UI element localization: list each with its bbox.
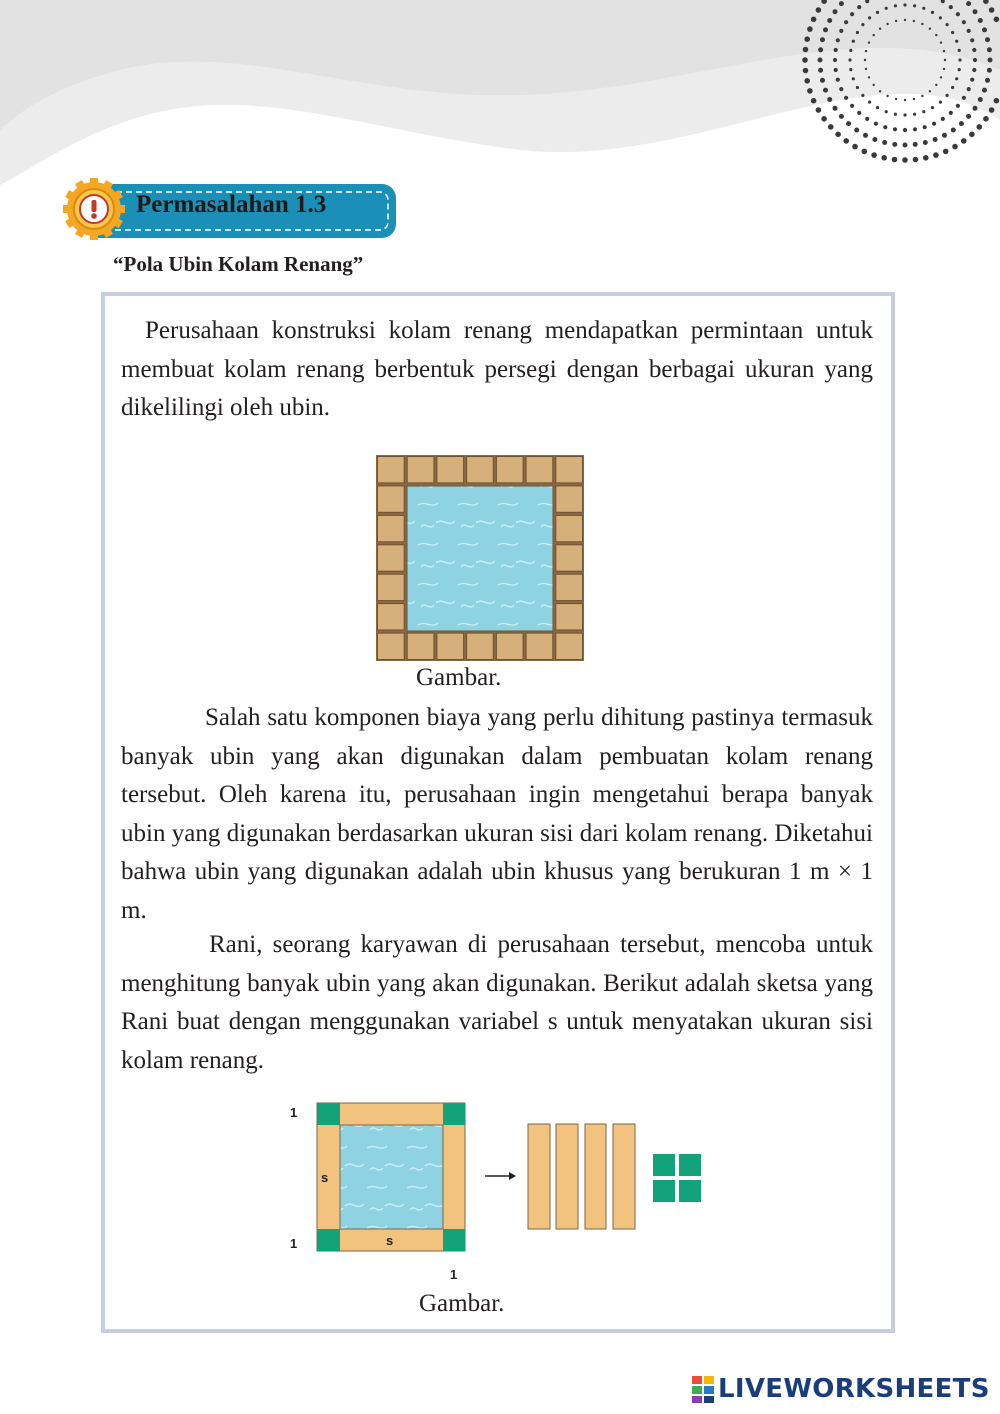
decor-dot	[873, 34, 875, 36]
decor-dot	[903, 3, 906, 6]
arrow-icon	[485, 1172, 516, 1180]
decor-dot	[852, 144, 858, 150]
decor-dot	[823, 88, 828, 93]
decor-dot	[885, 7, 888, 10]
decor-dot	[970, 38, 974, 42]
decor-dot	[913, 4, 916, 7]
figure-caption-2: Gambar.	[419, 1290, 505, 1317]
decor-dot	[978, 18, 983, 23]
decor-dot	[821, 116, 827, 122]
decor-dot	[967, 87, 971, 91]
label-s-side: s	[321, 1170, 329, 1185]
decor-dot	[977, 124, 983, 130]
decor-dot	[978, 97, 983, 102]
decor-dot	[940, 41, 942, 43]
label-one-bottom: 1	[450, 1267, 458, 1282]
decor-dot	[844, 96, 848, 100]
pool-tile	[556, 486, 583, 512]
pool-tile	[437, 457, 464, 483]
gear-tooth	[117, 205, 125, 213]
paragraph-intro: Perusahaan konstruksi kolam renang mendapatkan permintaan untuk membuat kolam renang berbentuk persegi dengan berbagai ukuran yang dikelilingi oleh ubin.	[121, 317, 873, 421]
pool-tile	[496, 457, 523, 483]
decor-dot	[879, 90, 881, 92]
label-one-left: 1	[290, 1236, 298, 1251]
decor-dot	[952, 144, 958, 150]
decor-dot	[959, 121, 964, 126]
decor-dot	[951, 128, 956, 133]
decor-dot	[962, 20, 966, 24]
decor-dot	[913, 142, 918, 147]
decor-dot	[848, 58, 851, 61]
decor-dot	[803, 47, 809, 53]
decor-dot	[904, 99, 906, 101]
decor-dot	[856, 31, 859, 34]
decor-dot	[876, 106, 879, 109]
decor-dot	[956, 104, 960, 108]
corner-tile	[317, 1103, 340, 1125]
decor-dot	[894, 113, 897, 116]
decor-dot	[939, 101, 942, 104]
decor-dot	[958, 49, 961, 52]
decor-dot	[818, 47, 823, 52]
decor-dot	[951, 31, 954, 34]
decor-dot	[804, 78, 810, 84]
corner-tile	[443, 1103, 465, 1125]
decor-dot	[987, 68, 992, 73]
pool-tile	[378, 633, 405, 659]
decor-dot	[823, 27, 828, 32]
decor-dot	[969, 132, 975, 138]
decor-dot	[850, 104, 854, 108]
decor-dot	[839, 29, 843, 33]
decor-dot	[811, 98, 817, 104]
decor-dot	[857, 111, 861, 115]
corner-tile-squares	[653, 1154, 701, 1202]
badge-title: Permasalahan 1.3	[136, 191, 327, 218]
brand-name: LIVEWORKSHEETS	[718, 1374, 990, 1404]
decor-dot	[946, 23, 949, 26]
decor-dot	[856, 86, 859, 89]
decor-dot	[893, 127, 897, 131]
decor-dot	[872, 137, 877, 142]
decor-dot	[903, 113, 906, 116]
decor-dot	[807, 88, 813, 94]
decor-dot	[994, 98, 1000, 104]
pool-tile	[556, 633, 583, 659]
decor-dot	[802, 57, 808, 63]
pool-tile-figure	[376, 455, 584, 661]
decor-dot	[949, 5, 953, 9]
pool-tile	[556, 457, 583, 483]
pool-tile	[407, 457, 434, 483]
decor-dot	[852, 40, 855, 43]
decor-dot	[962, 96, 966, 100]
decor-dot	[861, 23, 864, 26]
decor-dot	[864, 59, 866, 61]
gear-tooth	[90, 232, 98, 240]
decor-dot	[816, 7, 822, 13]
decor-dot	[843, 138, 849, 144]
decor-dot	[879, 28, 881, 30]
decor-dot	[839, 87, 843, 91]
pool-tile	[556, 574, 583, 600]
decor-dot	[844, 20, 848, 24]
decor-dot	[989, 107, 995, 113]
decor-dot	[966, 1, 971, 6]
decor-dot	[827, 18, 832, 23]
pool-tile	[556, 604, 583, 630]
problem-subtitle: “Pola Ubin Kolam Renang”	[113, 252, 364, 276]
decor-dot	[985, 78, 990, 83]
decor-dot	[836, 78, 840, 82]
decor-dot	[935, 84, 937, 86]
decor-dot	[943, 149, 949, 155]
decor-dot	[846, 121, 851, 126]
decor-dot	[903, 128, 907, 132]
decor-dot	[941, 117, 945, 121]
pool-tile	[556, 515, 583, 541]
decor-dot	[885, 110, 888, 113]
decor-dot	[833, 58, 837, 62]
decor-dot	[933, 152, 939, 158]
decor-dot	[849, 49, 852, 52]
decor-dot	[868, 76, 870, 78]
decor-dot	[871, 152, 877, 158]
decor-dot	[827, 97, 832, 102]
pool-tile	[378, 515, 405, 541]
pool-tile	[378, 604, 405, 630]
pool-sketch	[317, 1103, 465, 1251]
decor-dot	[883, 125, 887, 129]
decor-dot	[939, 16, 942, 19]
pool-tile	[407, 633, 434, 659]
decor-dot	[873, 84, 875, 86]
decor-dot	[833, 9, 838, 14]
decor-dot	[836, 38, 840, 42]
decor-dot	[921, 95, 923, 97]
decor-dot	[834, 68, 838, 72]
pool-tile	[467, 633, 494, 659]
decor-dot	[811, 17, 817, 23]
decor-dot	[989, 7, 995, 13]
decor-dot	[902, 157, 908, 163]
decor-dot	[944, 59, 946, 61]
decor-dot	[816, 107, 822, 113]
label-s-base: s	[386, 1233, 394, 1248]
decor-dot	[865, 117, 869, 121]
decor-dot	[951, 86, 954, 89]
header-wave-decoration	[0, 0, 1000, 200]
decor-dot	[865, 68, 867, 70]
decor-dot	[904, 19, 906, 21]
decor-dot	[852, 77, 855, 80]
decor-dot	[818, 58, 823, 63]
decor-dot	[932, 122, 936, 126]
decor-dot	[863, 133, 868, 138]
decor-dot	[961, 138, 967, 144]
decor-dot	[895, 20, 897, 22]
decor-dot	[931, 106, 934, 109]
decor-dot	[839, 114, 844, 119]
pool-tile	[378, 457, 405, 483]
decor-dot	[868, 41, 870, 43]
decor-dot	[973, 58, 977, 62]
decor-dot	[921, 23, 923, 25]
decor-dot	[956, 12, 960, 16]
decor-dot	[861, 94, 864, 97]
pool-tile	[526, 633, 553, 659]
decor-dot	[913, 98, 915, 100]
pool-tile	[467, 457, 494, 483]
decor-dot	[868, 16, 871, 19]
pool-tile	[556, 545, 583, 571]
decor-dot	[862, 149, 868, 155]
decor-dot	[882, 140, 887, 145]
decor-dot	[955, 77, 958, 80]
decor-dot	[828, 124, 834, 130]
decor-dot	[922, 110, 925, 113]
decor-dot	[876, 11, 879, 14]
decor-dot	[865, 50, 867, 52]
decor-dot	[923, 125, 927, 129]
paragraph-rani: Rani, seorang karyawan di perusahaan tersebut, mencoba untuk menghitung banyak ubin yang akan digunakan. Berikut adalah sketsa yang Rani buat dengan menggunakan variabel s untuk menyatakan ukuran sisi kolam renang.	[121, 931, 873, 1074]
footer-brand[interactable]	[692, 1369, 990, 1409]
decor-dot	[913, 157, 919, 163]
decor-dot	[913, 127, 917, 131]
decor-dot	[803, 68, 809, 74]
decor-dot	[987, 47, 992, 52]
pool-tile	[526, 457, 553, 483]
decor-dot	[942, 133, 947, 138]
gear-tooth	[63, 205, 71, 213]
decor-dot	[839, 1, 844, 6]
decor-dot	[994, 17, 1000, 23]
decor-dot	[874, 122, 878, 126]
decor-dot	[857, 5, 861, 9]
decor-dot	[943, 50, 945, 52]
decor-dot	[922, 7, 925, 10]
decor-dot	[807, 26, 813, 32]
corner-tile	[317, 1229, 340, 1251]
decor-dot	[931, 11, 934, 14]
decor-dot	[881, 155, 887, 161]
pool-tile	[378, 574, 405, 600]
decor-dot	[886, 23, 888, 25]
decor-dot	[972, 48, 976, 52]
label-one-top: 1	[290, 1105, 298, 1120]
decor-dot	[913, 20, 915, 22]
decor-dot	[958, 68, 961, 71]
figure-caption-1: Gambar.	[416, 664, 502, 691]
decor-dot	[820, 37, 825, 42]
decor-dot	[985, 37, 990, 42]
decor-dot	[966, 114, 971, 119]
decor-dot	[850, 12, 854, 16]
decor-dot	[943, 68, 945, 70]
decor-dot	[892, 157, 898, 163]
decor-dot	[923, 155, 929, 161]
decor-dot	[946, 94, 949, 97]
decor-dot	[970, 78, 974, 82]
decor-dot	[940, 76, 942, 78]
decor-dot	[895, 98, 897, 100]
decor-dot	[983, 116, 989, 122]
decor-dot	[973, 9, 978, 14]
decor-dot	[935, 34, 937, 36]
decor-dot	[868, 101, 871, 104]
liveworksheets-logo-icon	[692, 1374, 714, 1404]
decor-dot	[820, 78, 825, 83]
corner-tile	[443, 1229, 465, 1251]
decor-dot	[972, 68, 976, 72]
decor-dot	[933, 137, 938, 142]
decor-dot	[835, 132, 841, 138]
pool-tile	[437, 633, 464, 659]
paragraph-cost: Salah satu komponen biaya yang perlu dihitung pastinya termasuk banyak ubin yang akan digunakan dalam pembuatan kolam renang tersebut. Oleh karena itu, perusahaan ingin mengetahui berapa banyak ubin yang digunakan berdasarkan ukuran sisi dari kolam renang. Diketahui bahwa ubin yang digunakan adalah ubin khusus yang berukuran 1 m × 1 m.	[121, 704, 873, 924]
decor-dot	[833, 106, 838, 111]
decor-dot	[834, 48, 838, 52]
decor-dot	[903, 143, 908, 148]
decor-dot	[886, 95, 888, 97]
pool-tile	[378, 486, 405, 512]
decor-dot	[955, 40, 958, 43]
decor-dot	[818, 68, 823, 73]
decor-dot	[982, 88, 987, 93]
decor-dot	[929, 28, 931, 30]
decor-dot	[988, 58, 993, 63]
decor-dot	[804, 36, 810, 42]
decor-dot	[894, 4, 897, 7]
decor-dot	[982, 27, 987, 32]
decor-dot	[949, 111, 953, 115]
long-tile-bars	[528, 1124, 635, 1229]
decor-dot	[929, 90, 931, 92]
pool-tile	[378, 545, 405, 571]
decor-dot	[973, 106, 978, 111]
gear-tooth	[90, 178, 98, 186]
decor-dot	[958, 58, 961, 61]
pool-sketch-figure	[285, 1098, 715, 1288]
decor-dot	[849, 68, 852, 71]
decor-dot	[913, 113, 916, 116]
decor-dot	[854, 128, 859, 133]
decor-dot	[892, 142, 897, 147]
decor-dot	[923, 140, 928, 145]
pool-tile	[496, 633, 523, 659]
decor-dot	[967, 29, 971, 33]
